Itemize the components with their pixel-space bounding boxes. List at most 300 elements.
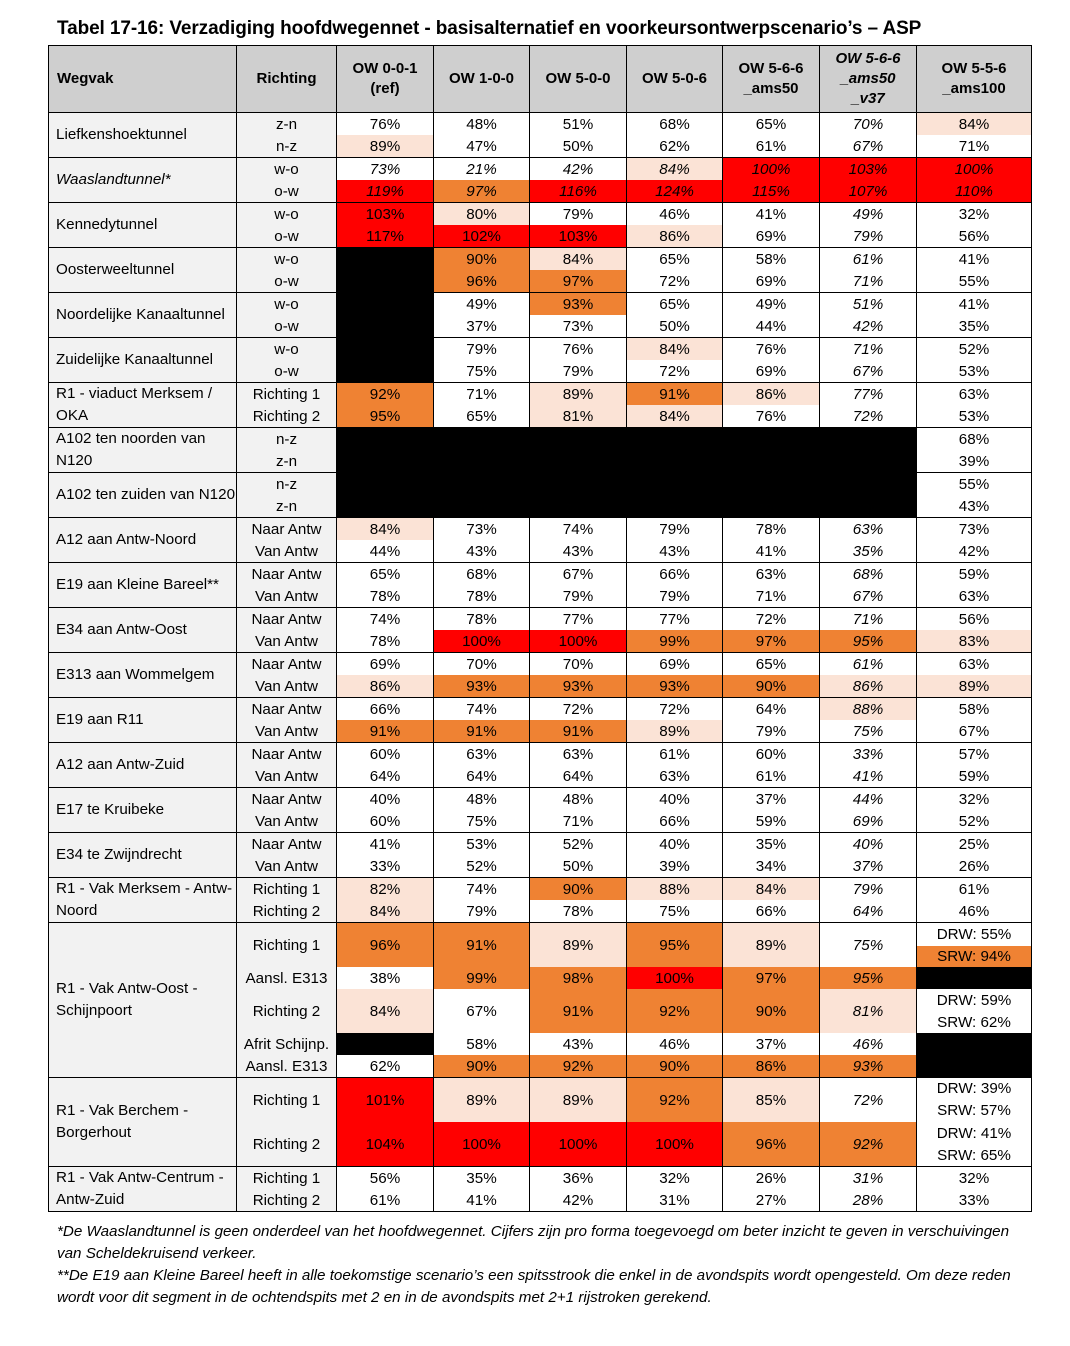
value-cell: 26% xyxy=(917,855,1032,878)
header-c5: OW 5-6-6 _ams50 xyxy=(723,46,820,113)
value-cell xyxy=(530,428,627,451)
value-cell: 90% xyxy=(627,1055,723,1078)
direction-cell: w-o xyxy=(237,248,337,271)
table-row xyxy=(49,788,1032,811)
value-cell: 50% xyxy=(530,135,627,158)
value-cell: 41% xyxy=(917,293,1032,316)
value-cell: 33% xyxy=(337,855,434,878)
value-cell xyxy=(337,450,434,473)
value-cell: 56% xyxy=(917,225,1032,248)
value-cell: 91% xyxy=(434,720,530,743)
value-cell: 102% xyxy=(434,225,530,248)
value-cell: 65% xyxy=(627,248,723,271)
segment-name: Oosterweeltunnel xyxy=(49,248,237,293)
value-cell: 80% xyxy=(434,203,530,226)
direction-cell: Van Antw xyxy=(237,855,337,878)
value-cell: 78% xyxy=(434,585,530,608)
value-cell: 78% xyxy=(530,900,627,923)
value-cell: 35% xyxy=(820,540,917,563)
value-cell: 72% xyxy=(627,698,723,721)
value-cell: 91% xyxy=(530,989,627,1033)
table-row xyxy=(49,563,1032,586)
direction-cell: Van Antw xyxy=(237,765,337,788)
value-cell: 52% xyxy=(530,833,627,856)
value-cell: 89% xyxy=(434,1078,530,1123)
direction-cell: Richting 2 xyxy=(237,900,337,923)
segment-name: E313 aan Wommelgem xyxy=(49,653,237,698)
value-cell: 59% xyxy=(917,563,1032,586)
value-cell: 71% xyxy=(820,270,917,293)
value-cell: 77% xyxy=(530,608,627,631)
value-cell: 100% xyxy=(917,158,1032,181)
value-cell: 43% xyxy=(530,540,627,563)
value-cell: 61% xyxy=(337,1189,434,1212)
value-cell xyxy=(627,473,723,496)
segment-name: R1 - Vak Berchem - Borgerhout xyxy=(49,1078,237,1167)
drw-value: DRW: 59% xyxy=(936,991,1012,1009)
value-cell: 50% xyxy=(627,315,723,338)
value-cell xyxy=(434,495,530,518)
value-cell: 90% xyxy=(723,675,820,698)
value-cell: 63% xyxy=(627,765,723,788)
segment-name: Zuidelijke Kanaaltunnel xyxy=(49,338,237,383)
value-cell: 67% xyxy=(820,585,917,608)
value-cell: 68% xyxy=(434,563,530,586)
value-cell: 52% xyxy=(434,855,530,878)
value-cell xyxy=(917,1033,1032,1078)
segment-name: Liefkenshoektunnel xyxy=(49,113,237,158)
value-cell: 75% xyxy=(434,360,530,383)
value-cell: 77% xyxy=(820,383,917,406)
value-cell: 90% xyxy=(723,989,820,1033)
value-cell: 73% xyxy=(434,518,530,541)
value-cell: 71% xyxy=(530,810,627,833)
value-cell: 92% xyxy=(337,383,434,406)
value-cell xyxy=(820,428,917,451)
direction-cell: o-w xyxy=(237,270,337,293)
value-cell xyxy=(917,923,1032,968)
value-cell: 95% xyxy=(820,630,917,653)
header-c3: OW 5-0-0 xyxy=(530,46,627,113)
value-cell: 84% xyxy=(723,878,820,901)
drw-value: DRW: 39% xyxy=(936,1080,1012,1098)
segment-name: E19 aan Kleine Bareel** xyxy=(49,563,237,608)
direction-cell: n-z xyxy=(237,428,337,451)
value-cell: 63% xyxy=(723,563,820,586)
value-cell: 64% xyxy=(723,698,820,721)
table-row xyxy=(49,113,1032,136)
value-cell: 90% xyxy=(434,1055,530,1078)
value-cell: 89% xyxy=(337,135,434,158)
header-wegvak: Wegvak xyxy=(49,46,237,113)
direction-cell: Richting 2 xyxy=(237,1122,337,1167)
value-cell xyxy=(337,270,434,293)
value-cell: 93% xyxy=(820,1055,917,1078)
table-row xyxy=(49,248,1032,271)
value-cell: 58% xyxy=(917,698,1032,721)
value-cell: 79% xyxy=(530,203,627,226)
value-cell: 103% xyxy=(337,203,434,226)
value-cell: 42% xyxy=(917,540,1032,563)
value-cell: 79% xyxy=(434,338,530,361)
direction-cell: Naar Antw xyxy=(237,563,337,586)
value-cell: 69% xyxy=(723,360,820,383)
value-cell: 39% xyxy=(917,450,1032,473)
value-cell: 52% xyxy=(917,810,1032,833)
value-cell: 101% xyxy=(337,1078,434,1123)
value-cell: 44% xyxy=(337,540,434,563)
value-cell: 75% xyxy=(434,810,530,833)
value-cell: 76% xyxy=(723,338,820,361)
value-cell: 70% xyxy=(434,653,530,676)
value-cell: 57% xyxy=(917,743,1032,766)
value-cell: 43% xyxy=(434,540,530,563)
value-cell: 88% xyxy=(627,878,723,901)
value-cell: 64% xyxy=(434,765,530,788)
saturation-table xyxy=(48,45,1032,1212)
value-cell xyxy=(337,248,434,271)
value-cell: 92% xyxy=(820,1122,917,1167)
value-cell: 58% xyxy=(723,248,820,271)
value-cell: 60% xyxy=(337,743,434,766)
value-cell: 96% xyxy=(723,1122,820,1167)
value-cell: 68% xyxy=(627,113,723,136)
direction-cell: n-z xyxy=(237,135,337,158)
value-cell: 66% xyxy=(627,563,723,586)
segment-name: A102 ten noorden van N120 xyxy=(49,428,237,473)
value-cell: 63% xyxy=(434,743,530,766)
value-cell: 93% xyxy=(627,675,723,698)
srw-value: SRW: 65% xyxy=(937,1146,1011,1164)
table-body xyxy=(49,113,1032,1212)
value-cell: 89% xyxy=(723,923,820,968)
value-cell xyxy=(723,473,820,496)
value-cell: 66% xyxy=(337,698,434,721)
value-cell: 68% xyxy=(917,428,1032,451)
direction-cell: Richting 2 xyxy=(237,989,337,1033)
direction-cell: Van Antw xyxy=(237,630,337,653)
value-cell: 53% xyxy=(434,833,530,856)
table-row xyxy=(49,203,1032,226)
table-row xyxy=(49,428,1032,451)
value-cell: 63% xyxy=(820,518,917,541)
value-cell: 84% xyxy=(337,989,434,1033)
value-cell: 78% xyxy=(337,630,434,653)
value-cell: 119% xyxy=(337,180,434,203)
segment-name: Noordelijke Kanaaltunnel xyxy=(49,293,237,338)
value-cell: 42% xyxy=(820,315,917,338)
value-cell: 95% xyxy=(337,405,434,428)
value-cell: 90% xyxy=(434,248,530,271)
value-cell: 66% xyxy=(627,810,723,833)
value-cell: 67% xyxy=(530,563,627,586)
header-row xyxy=(49,46,1032,113)
value-cell: 76% xyxy=(337,113,434,136)
segment-name: E34 aan Antw-Oost xyxy=(49,608,237,653)
value-cell: 35% xyxy=(917,315,1032,338)
value-cell: 50% xyxy=(530,855,627,878)
value-cell: 73% xyxy=(530,315,627,338)
value-cell: 96% xyxy=(434,270,530,293)
value-cell: 32% xyxy=(917,203,1032,226)
value-cell: 74% xyxy=(530,518,627,541)
value-cell: 84% xyxy=(627,158,723,181)
value-cell: 72% xyxy=(627,360,723,383)
value-cell: 60% xyxy=(723,743,820,766)
value-cell: 86% xyxy=(723,383,820,406)
header-c1: OW 0-0-1 (ref) xyxy=(337,46,434,113)
value-cell: 95% xyxy=(820,967,917,989)
segment-name: R1 - Vak Antw-Oost - Schijnpoort xyxy=(49,923,237,1078)
value-cell xyxy=(820,473,917,496)
value-cell: 61% xyxy=(820,653,917,676)
value-cell: 115% xyxy=(723,180,820,203)
value-cell: 38% xyxy=(337,967,434,989)
header-richting: Richting xyxy=(237,46,337,113)
value-cell: 88% xyxy=(820,698,917,721)
value-cell: 82% xyxy=(337,878,434,901)
value-cell: 41% xyxy=(723,540,820,563)
segment-name: Waaslandtunnel* xyxy=(49,158,237,203)
value-cell: 58% xyxy=(434,1033,530,1055)
value-cell xyxy=(434,450,530,473)
direction-cell: Richting 1 xyxy=(237,923,337,968)
segment-name: A12 aan Antw-Noord xyxy=(49,518,237,563)
value-cell: 85% xyxy=(723,1078,820,1123)
value-cell: 35% xyxy=(723,833,820,856)
value-cell: 49% xyxy=(820,203,917,226)
value-cell: 59% xyxy=(723,810,820,833)
value-cell: 99% xyxy=(627,630,723,653)
value-cell: 52% xyxy=(917,338,1032,361)
table-title: Tabel 17-16: Verzadiging hoofdwegennet - basisalternatief en voorkeursontwerpscenario’s – ASP xyxy=(57,18,922,39)
value-cell: 86% xyxy=(627,225,723,248)
value-cell xyxy=(530,495,627,518)
value-cell: 46% xyxy=(820,1033,917,1055)
value-cell: 89% xyxy=(530,1078,627,1123)
value-cell xyxy=(627,450,723,473)
value-cell: 74% xyxy=(337,608,434,631)
table-row xyxy=(49,923,1032,968)
value-cell: 77% xyxy=(627,608,723,631)
direction-cell: Van Antw xyxy=(237,810,337,833)
value-cell: 40% xyxy=(627,833,723,856)
table-row xyxy=(49,608,1032,631)
value-cell xyxy=(917,1122,1032,1167)
value-cell: 86% xyxy=(337,675,434,698)
value-cell: 71% xyxy=(917,135,1032,158)
value-cell: 83% xyxy=(917,630,1032,653)
value-cell: 21% xyxy=(434,158,530,181)
srw-value: SRW: 94% xyxy=(917,946,1031,967)
table-row xyxy=(49,293,1032,316)
value-cell: 72% xyxy=(820,405,917,428)
direction-cell: w-o xyxy=(237,293,337,316)
value-cell: 71% xyxy=(434,383,530,406)
value-cell: 62% xyxy=(337,1055,434,1078)
value-cell: 37% xyxy=(434,315,530,338)
value-cell: 72% xyxy=(530,698,627,721)
table-row xyxy=(49,698,1032,721)
value-cell xyxy=(627,495,723,518)
value-cell: 104% xyxy=(337,1122,434,1167)
table-row xyxy=(49,1167,1032,1190)
value-cell: 69% xyxy=(723,270,820,293)
direction-cell: w-o xyxy=(237,158,337,181)
header-c4: OW 5-0-6 xyxy=(627,46,723,113)
segment-name: R1 - viaduct Merksem / OKA xyxy=(49,383,237,428)
table-row xyxy=(49,158,1032,181)
value-cell: 72% xyxy=(723,608,820,631)
value-cell: 65% xyxy=(627,293,723,316)
value-cell: 53% xyxy=(917,405,1032,428)
value-cell xyxy=(723,428,820,451)
value-cell: 84% xyxy=(337,900,434,923)
value-cell: 76% xyxy=(530,338,627,361)
value-cell xyxy=(723,495,820,518)
value-cell: 72% xyxy=(627,270,723,293)
value-cell xyxy=(434,473,530,496)
value-cell: 71% xyxy=(723,585,820,608)
value-cell xyxy=(337,315,434,338)
value-cell: 100% xyxy=(627,967,723,989)
value-cell: 93% xyxy=(530,293,627,316)
value-cell: 41% xyxy=(434,1189,530,1212)
value-cell: 91% xyxy=(627,383,723,406)
value-cell: 89% xyxy=(917,675,1032,698)
value-cell: 46% xyxy=(917,900,1032,923)
value-cell xyxy=(917,989,1032,1033)
value-cell: 27% xyxy=(723,1189,820,1212)
value-cell xyxy=(337,338,434,361)
value-cell: 56% xyxy=(337,1167,434,1190)
value-cell: 100% xyxy=(530,630,627,653)
header-c6: OW 5-6-6 _ams50 _v37 xyxy=(820,46,917,113)
value-cell: 95% xyxy=(627,923,723,968)
value-cell: 92% xyxy=(530,1055,627,1078)
footnote-e19: **De E19 aan Kleine Bareel heeft in alle toekomstige scenario’s een spitsstrook die enkel in de avondspits wordt opengesteld. Om deze reden wordt voor dit segment in de ochtendspits met 2 en in de avondspits met 2+1 rijstroken gerekend. xyxy=(57,1267,1011,1306)
value-cell: 74% xyxy=(434,698,530,721)
table-row xyxy=(49,743,1032,766)
value-cell: 43% xyxy=(530,1033,627,1055)
value-cell: 93% xyxy=(434,675,530,698)
direction-cell: Naar Antw xyxy=(237,518,337,541)
value-cell: 100% xyxy=(530,1122,627,1167)
value-cell: 65% xyxy=(723,113,820,136)
segment-name: Kennedytunnel xyxy=(49,203,237,248)
value-cell: 40% xyxy=(337,788,434,811)
value-cell: 63% xyxy=(917,585,1032,608)
value-cell xyxy=(337,1033,434,1055)
segment-name: E17 te Kruibeke xyxy=(49,788,237,833)
direction-cell: Richting 1 xyxy=(237,1167,337,1190)
value-cell: 33% xyxy=(917,1189,1032,1212)
value-cell: 79% xyxy=(820,878,917,901)
direction-cell: o-w xyxy=(237,315,337,338)
table-row xyxy=(49,518,1032,541)
value-cell: 66% xyxy=(723,900,820,923)
value-cell: 75% xyxy=(820,720,917,743)
value-cell: 37% xyxy=(723,1033,820,1055)
value-cell: 75% xyxy=(820,923,917,968)
value-cell: 79% xyxy=(820,225,917,248)
value-cell: 81% xyxy=(820,989,917,1033)
value-cell: 70% xyxy=(530,653,627,676)
value-cell: 97% xyxy=(434,180,530,203)
value-cell: 93% xyxy=(530,675,627,698)
direction-cell: Aansl. E313 xyxy=(237,967,337,989)
value-cell: 61% xyxy=(627,743,723,766)
value-cell: 41% xyxy=(917,248,1032,271)
value-cell xyxy=(723,450,820,473)
value-cell: 81% xyxy=(530,405,627,428)
value-cell: 32% xyxy=(627,1167,723,1190)
value-cell xyxy=(337,293,434,316)
value-cell: 42% xyxy=(530,1189,627,1212)
value-cell: 69% xyxy=(627,653,723,676)
value-cell: 31% xyxy=(820,1167,917,1190)
value-cell: 78% xyxy=(434,608,530,631)
value-cell: 37% xyxy=(820,855,917,878)
value-cell: 34% xyxy=(723,855,820,878)
value-cell: 56% xyxy=(917,608,1032,631)
header-c2: OW 1-0-0 xyxy=(434,46,530,113)
value-cell: 86% xyxy=(723,1055,820,1078)
direction-cell: w-o xyxy=(237,203,337,226)
value-cell: 36% xyxy=(530,1167,627,1190)
value-cell: 97% xyxy=(723,630,820,653)
value-cell xyxy=(434,428,530,451)
direction-cell: Van Antw xyxy=(237,585,337,608)
value-cell: 67% xyxy=(820,135,917,158)
direction-cell: Van Antw xyxy=(237,675,337,698)
table-row xyxy=(49,383,1032,406)
value-cell: 64% xyxy=(337,765,434,788)
value-cell: 79% xyxy=(627,585,723,608)
value-cell: 84% xyxy=(337,518,434,541)
table-row xyxy=(49,653,1032,676)
direction-cell: n-z xyxy=(237,473,337,496)
srw-value: SRW: 62% xyxy=(937,1013,1011,1031)
value-cell: 46% xyxy=(627,1033,723,1055)
drw-value: DRW: 55% xyxy=(936,925,1012,943)
segment-name: R1 - Vak Merksem - Antw-Noord xyxy=(49,878,237,923)
table-row xyxy=(49,338,1032,361)
value-cell: 32% xyxy=(917,1167,1032,1190)
value-cell: 97% xyxy=(530,270,627,293)
value-cell: 79% xyxy=(530,360,627,383)
table-row xyxy=(49,833,1032,856)
value-cell xyxy=(820,495,917,518)
value-cell: 73% xyxy=(337,158,434,181)
value-cell: 42% xyxy=(530,158,627,181)
value-cell: 90% xyxy=(530,878,627,901)
direction-cell: Richting 2 xyxy=(237,1189,337,1212)
value-cell: 78% xyxy=(723,518,820,541)
value-cell xyxy=(337,495,434,518)
value-cell: 84% xyxy=(917,113,1032,136)
value-cell: 76% xyxy=(723,405,820,428)
direction-cell: Naar Antw xyxy=(237,788,337,811)
direction-cell: z-n xyxy=(237,495,337,518)
value-cell: 48% xyxy=(530,788,627,811)
value-cell: 65% xyxy=(337,563,434,586)
direction-cell: Naar Antw xyxy=(237,608,337,631)
value-cell xyxy=(337,360,434,383)
value-cell: 35% xyxy=(434,1167,530,1190)
value-cell: 71% xyxy=(820,338,917,361)
value-cell: 103% xyxy=(820,158,917,181)
